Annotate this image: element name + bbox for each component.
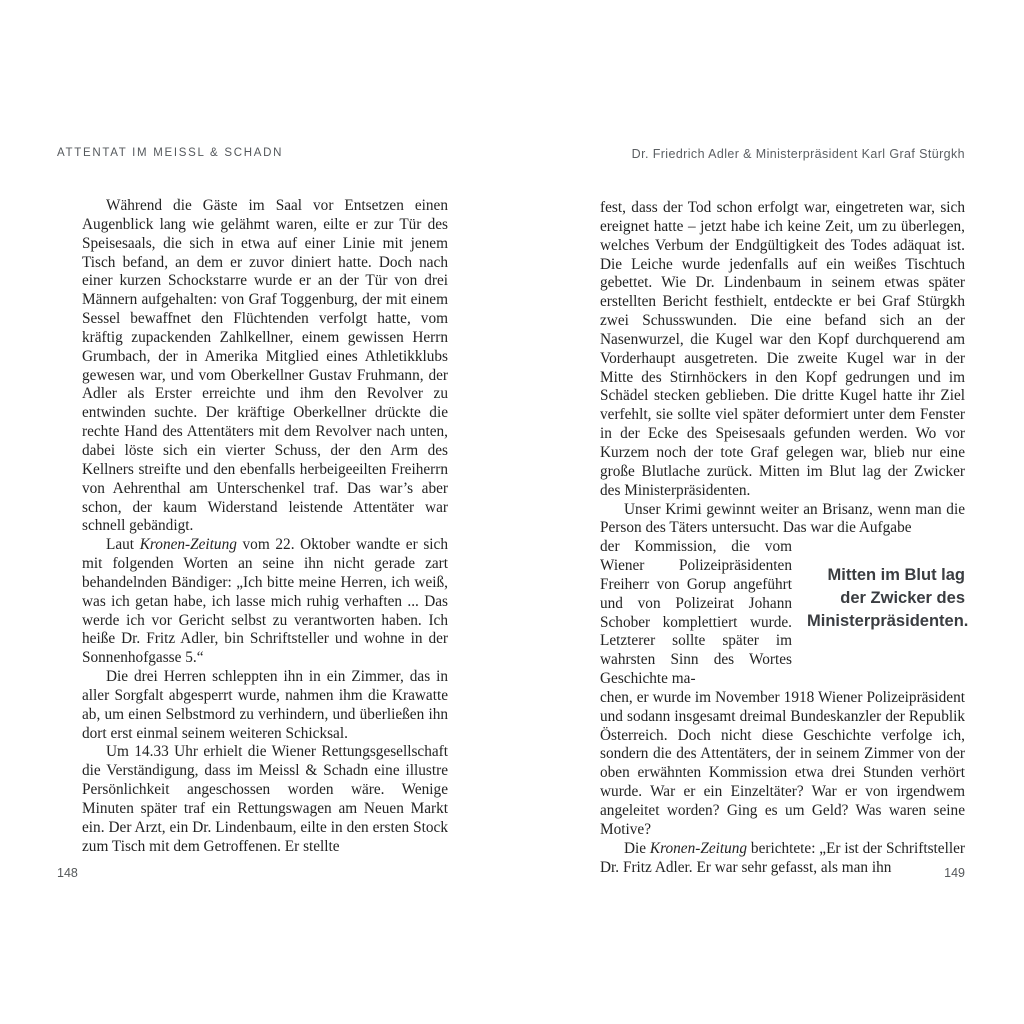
paragraph: Die drei Herren schleppten ihn in ein Zimmer, das in aller Sorgfalt abgesperrt wurde, nahmen ihm die Krawatte ab, um einen Selbstmord zu verhindern, und überließen ihn dort erst einmal seinem weiteren Schicksal. bbox=[82, 668, 448, 742]
paragraph-text: Laut bbox=[106, 536, 140, 554]
paragraph: fest, dass der Tod schon erfolgt war, eingetreten war, sich ereignet hatte – jetzt habe ich keine Zeit, um zu überlegen, welches Verbum der Endgültigkeit des Todes adäquat ist. Die Leiche wurde jedenfalls auf ein weißes Tischtuch gebettet. Wie Dr. Lindenbaum in seinem etwas später erstellten Bericht festhielt, entdeckte er bei Graf Stürgkh zwei Schusswunden. Die eine befand sich an der Nasenwurzel, die Kugel war den Kopf durchquerend am Vorderhaupt ausgetreten. Die zweite Kugel war in der Mitte des Stirnhöckers in den Kopf gedrungen und im Schädel stecken geblieben. Die dritte Kugel hatte ihr Ziel verfehlt, sie sollte viel später deformiert unter dem Fenster in der Ecke des Speisesaals gefunden werden. Wo vor Kurzem noch der tote Graf gelegen war, blieb nur eine große Blutlache zurück. Mitten im Blut lag der Zwicker des Ministerpräsidenten. bbox=[600, 199, 965, 499]
newspaper-title: Kronen-Zeitung bbox=[139, 536, 237, 554]
paragraph: Um 14.33 Uhr erhielt die Wiener Rettungsgesellschaft die Verständigung, dass im Meissl & Schadn eine illustre Persönlichkeit angeschossen worden wäre. Wenige Minuten später traf ein Rettungswagen am Neuen Markt ein. Der Arzt, ein Dr. Lindenbaum, eilte in den ersten Stock zum Tisch mit dem Getroffenen. Er stellte bbox=[82, 743, 448, 855]
right-page-body bbox=[600, 199, 969, 877]
pull-quote-row bbox=[600, 538, 969, 689]
paragraph-continuation: chen, er wurde im November 1918 Wiener Polizeipräsident und sodann insgesamt dreimal Bundeskanzler der Republik Österreich. Doch nicht diese Geschichte verfolge ich, sondern die des Attentäters, der in seinem Zimmer von der oben erwähnten Kommission etwa drei Stunden verhört wurde. War er ein Einzeltäter? War er von irgendwem angeleitet worden? Ging es um Geld? Was waren seine Motive? bbox=[600, 688, 965, 838]
paragraph: Während die Gäste im Saal vor Entsetzen einen Augenblick lang wie gelähmt waren, eilte er zur Tür des Speisesaals, die sich in etwa auf einer Linie mit jenem Tisch befand, an dem er zuvor diniert hatte. Doch nach einer kurzen Schockstarre wurde er an der Tür von drei Männern aufgehalten: von Graf Toggenburg, der mit einem Sessel bewaffnet den Flüchtenden verfolgt hatte, vom kräftig zupackenden Zahlkellner, einem gewissen Herrn Grumbach, der in Amerika Mitglied eines Athletikklubs gewesen war, und vom Oberkellner Gustav Fruhmann, der Adler als Erster erreichte und ihm den Revolver zu entwinden suchte. Der kräftige Oberkellner drückte die rechte Hand des Attentäters mit dem Revolver nach unten, dabei löste sich ein vierter Schuss, der den Arm des Kellners streifte und den ebenfalls herbeigeeilten Freiherrn von Aehrenthal am Unterschenkel traf. Das war’s aber schon, der kaum Widerstand leistende Attentäter war schnell gebändigt. bbox=[82, 197, 448, 535]
left-page-body bbox=[82, 197, 448, 857]
pull-quote-column bbox=[792, 538, 969, 689]
paragraph-text: Die bbox=[624, 839, 650, 857]
left-page bbox=[57, 147, 448, 857]
right-page-number: 149 bbox=[944, 866, 965, 880]
paragraph-text: berichtete: „Er ist der Schriftsteller Dr. Fritz Adler. Er war sehr gefasst, als man ihn bbox=[600, 839, 965, 876]
paragraph: Unser Krimi gewinnt weiter an Brisanz, wenn man die Person des Täters untersucht. Das war die Aufgabe bbox=[600, 500, 965, 537]
paragraph-text: vom 22. Oktober wandte er sich mit folgenden Worten an seine ihn nicht gerade zart behandelnden Bändiger: „Ich bitte meine Herren, ich weiß, was ich getan habe, ich lasse mich ruhig verhaften ... Das werde ich vor Gericht selbst zu verantworten haben. Ich heiße Dr. Fritz Adler, bin Schriftsteller und wohne in der Sonnenhofgasse 5.“ bbox=[82, 536, 448, 667]
wrapped-paragraph-text: der Kommission, die vom Wiener Polizeipräsidenten Freiherr von Gorup angeführt und von Polizeirat Johann Schober komplettiert wurde. Letzterer sollte später im wahrsten Sinn des Wortes Geschichte ma- bbox=[600, 538, 792, 688]
right-running-header: Dr. Friedrich Adler & Ministerpräsident Karl Graf Stürgkh bbox=[631, 147, 965, 161]
newspaper-title: Kronen-Zeitung bbox=[649, 839, 748, 857]
left-page-number: 148 bbox=[57, 866, 78, 880]
pull-quote: Mitten im Blut lag der Zwicker des Ministerpräsidenten. bbox=[807, 566, 969, 631]
right-page bbox=[600, 147, 969, 877]
left-running-header: ATTENTAT IM MEISSL & SCHADN bbox=[57, 147, 284, 159]
paragraph bbox=[82, 536, 448, 668]
